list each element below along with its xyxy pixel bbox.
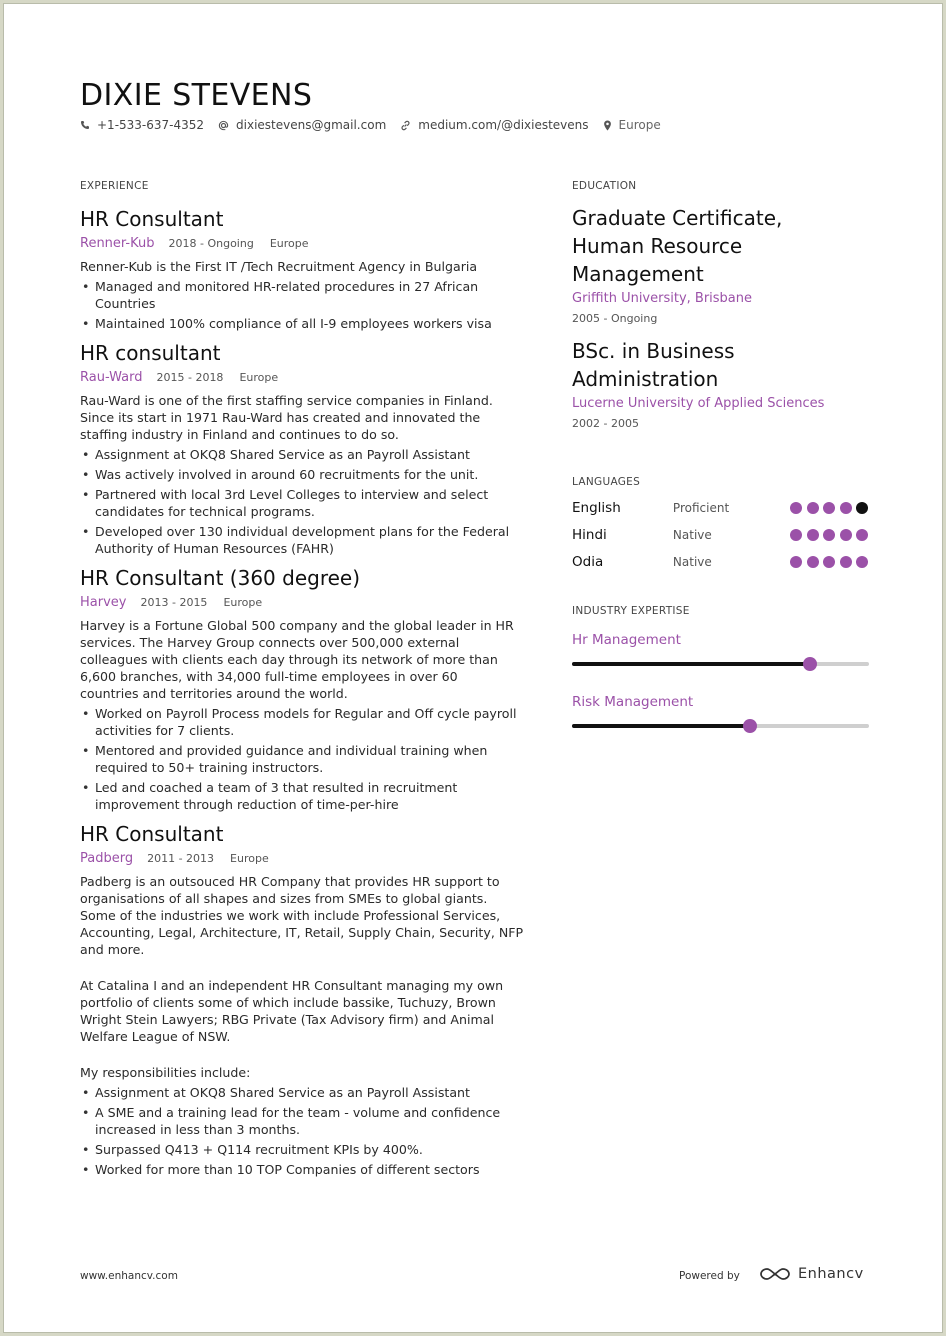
language-rating	[786, 502, 869, 514]
language-name: Hindi	[572, 526, 607, 543]
job-meta	[80, 370, 526, 390]
at-icon	[218, 120, 229, 131]
language-level: Native	[672, 554, 712, 569]
company-name: Harvey	[80, 595, 127, 610]
rating-dot-filled	[807, 556, 819, 568]
rating-dot-filled	[807, 529, 819, 541]
achievement-list	[80, 705, 526, 813]
job-location: Europe	[230, 852, 269, 865]
languages-heading: LANGUAGES	[572, 476, 641, 488]
location-text: Europe	[618, 118, 661, 132]
company-description: Padberg is an outsouced HR Company that provides HR support to organisations of all shapes and sizes from SMEs to global giants. Some of the industries we work with include Professional Services, Accounting, Legal, Architecture, IT, Retail, Supply Chain, Security, NFP and more.	[80, 874, 524, 957]
degree-line: Management	[572, 262, 704, 286]
rating-dot-filled	[790, 556, 802, 568]
company-description: Rau-Ward is one of the first staffing service companies in Finland. Since its start in 1971 Rau-Ward has created and innovated the staffing industry in Finland and continues to do so.	[80, 393, 493, 442]
skill-name: Hr Management	[572, 632, 681, 648]
company-description-continued: countries and territories around the world.	[80, 686, 348, 701]
job-title: HR consultant	[80, 341, 221, 365]
achievement-list	[80, 278, 526, 332]
job-dates: 2013 - 2015	[140, 596, 208, 609]
rating-dot-empty	[856, 502, 868, 514]
achievement-list	[80, 1084, 526, 1178]
rating-dot-filled	[823, 556, 835, 568]
school-name: Griffith University, Brisbane	[572, 291, 753, 306]
job-dates: 2015 - 2018	[156, 371, 224, 384]
rating-dot-filled	[856, 556, 868, 568]
skill-bar	[572, 657, 869, 671]
job-meta	[80, 851, 526, 871]
achievement-item: • Maintained 100% compliance of all I-9 employees workers visa	[80, 315, 526, 332]
experience-section	[80, 180, 526, 1184]
achievement-item: • Led and coached a team of 3 that resulted in recruitment improvement through reduction of time-per-hire	[80, 779, 526, 813]
achievement-list	[80, 446, 526, 557]
education-dates: 2002 - 2005	[572, 417, 639, 430]
consulting-description: At Catalina I and an independent HR Consultant managing my own portfolio of clients some of which include bassike, Tuchuzy, Brown Wright Stein Lawyers; RBG Private (Tax Advisory firm) and Animal Welfare League of NSW.	[80, 978, 504, 1044]
company-name: Padberg	[80, 851, 134, 866]
expertise-list	[572, 631, 872, 733]
achievement-item: • Was actively involved in around 60 recruitments for the unit.	[80, 466, 526, 483]
achievement-item: • Worked for more than 10 TOP Companies of different sectors	[80, 1161, 526, 1178]
skill-name: Risk Management	[572, 694, 694, 710]
degree-line: Administration	[572, 367, 719, 391]
language-rating	[786, 556, 869, 568]
rating-dot-filled	[840, 529, 852, 541]
expertise-heading: INDUSTRY EXPERTISE	[572, 605, 690, 617]
location-pin-icon	[603, 120, 612, 131]
rating-dot-filled	[823, 502, 835, 514]
achievement-item: • Mentored and provided guidance and individual training when required to 50+ training instructors.	[80, 742, 526, 776]
contact-bar	[80, 118, 675, 132]
website-text: medium.com/@dixiestevens	[418, 118, 589, 132]
achievement-item: • Surpassed Q413 + Q114 recruitment KPIs by 400%.	[80, 1141, 526, 1158]
rating-dot-filled	[856, 529, 868, 541]
degree-title	[572, 204, 872, 288]
resume-page	[3, 3, 943, 1333]
company-name: Renner-Kub	[80, 236, 155, 251]
achievement-item: • Assignment at OKQ8 Shared Service as an Payroll Assistant	[80, 1084, 526, 1101]
company-description: Renner-Kub is the First IT /Tech Recruitment Agency in Bulgaria	[80, 259, 478, 274]
job-dates: 2011 - 2013	[147, 852, 215, 865]
degree-line: Human Resource	[572, 234, 743, 258]
achievement-item: • A SME and a training lead for the team - volume and confidence increased in less than 3 months.	[80, 1104, 526, 1138]
language-name: English	[572, 499, 621, 516]
skill-bar-knob	[743, 719, 757, 733]
responsibilities-intro: My responsibilities include:	[80, 1065, 251, 1080]
candidate-name: DIXIE STEVENS	[80, 78, 313, 113]
contact-location	[603, 118, 661, 132]
enhancv-logo-icon	[759, 1266, 791, 1282]
education-heading: EDUCATION	[572, 180, 637, 192]
rating-dot-filled	[807, 502, 819, 514]
company-description: Harvey is a Fortune Global 500 company and the global leader in HR services. The Harvey Group connects over 500,000 external colleagues with clients each day through its network of more than 6,600 branches, with 34,000 full-time employees in over 60	[80, 618, 514, 684]
languages-list	[572, 494, 872, 575]
education-dates: 2005 - Ongoing	[572, 312, 658, 325]
language-row	[572, 548, 872, 575]
achievement-item: • Developed over 130 individual development plans for the Federal Authority of Human Resources (FAHR)	[80, 523, 526, 557]
job-entry	[80, 565, 526, 813]
contact-phone[interactable]	[80, 118, 204, 132]
brand-name: Enhancv	[798, 1266, 864, 1282]
skill-item	[572, 631, 872, 671]
degree-line: Graduate Certificate,	[572, 206, 783, 230]
job-location: Europe	[223, 596, 263, 609]
job-entry	[80, 821, 526, 1178]
job-meta	[80, 236, 526, 256]
language-row	[572, 494, 872, 521]
footer-website-link[interactable]: www.enhancv.com	[80, 1270, 178, 1282]
sidebar-column	[572, 180, 872, 733]
achievement-item: • Assignment at OKQ8 Shared Service as an Payroll Assistant	[80, 446, 526, 463]
paragraph-gap	[80, 958, 526, 975]
degree-line: BSc. in Business	[572, 339, 735, 363]
enhancv-brand[interactable]	[759, 1266, 864, 1282]
job-title: HR Consultant	[80, 822, 224, 846]
job-entry	[80, 340, 526, 557]
achievement-item: • Managed and monitored HR-related procedures in 27 African Countries	[80, 278, 526, 312]
email-text: dixiestevens@gmail.com	[236, 118, 387, 132]
language-row	[572, 521, 872, 548]
job-location: Europe	[269, 237, 309, 250]
job-location: Europe	[239, 371, 279, 384]
rating-dot-filled	[790, 502, 802, 514]
rating-dot-filled	[790, 529, 802, 541]
contact-website[interactable]	[400, 118, 588, 132]
achievement-item: • Partnered with local 3rd Level Colleges to interview and select candidates for technical programs.	[80, 486, 526, 520]
language-name: Odia	[572, 553, 604, 570]
experience-heading: EXPERIENCE	[80, 180, 149, 192]
skill-item	[572, 693, 872, 733]
degree-title	[572, 337, 872, 393]
skill-bar-fill	[572, 724, 750, 728]
job-title: HR Consultant (360 degree)	[80, 566, 361, 590]
powered-by-label: Powered by	[679, 1270, 740, 1282]
education-entry	[572, 337, 872, 430]
contact-email[interactable]	[218, 118, 386, 132]
job-meta	[80, 595, 526, 615]
skill-bar	[572, 719, 869, 733]
language-rating	[786, 529, 869, 541]
achievement-item: • Worked on Payroll Process models for Regular and Off cycle payroll activities for 7 clients.	[80, 705, 526, 739]
rating-dot-filled	[823, 529, 835, 541]
language-level: Native	[672, 527, 712, 542]
language-level: Proficient	[672, 500, 730, 515]
school-name: Lucerne University of Applied Sciences	[572, 396, 825, 411]
job-dates: 2018 - Ongoing	[168, 237, 254, 250]
paragraph-gap	[80, 1045, 526, 1062]
link-icon	[400, 120, 411, 131]
skill-bar-knob	[803, 657, 817, 671]
job-entry	[80, 206, 526, 332]
rating-dot-filled	[840, 502, 852, 514]
phone-icon	[80, 120, 90, 130]
rating-dot-filled	[840, 556, 852, 568]
phone-text: +1-533-637-4352	[97, 118, 205, 132]
education-entry	[572, 204, 872, 325]
skill-bar-fill	[572, 662, 810, 666]
company-name: Rau-Ward	[80, 370, 143, 385]
job-title: HR Consultant	[80, 207, 224, 231]
